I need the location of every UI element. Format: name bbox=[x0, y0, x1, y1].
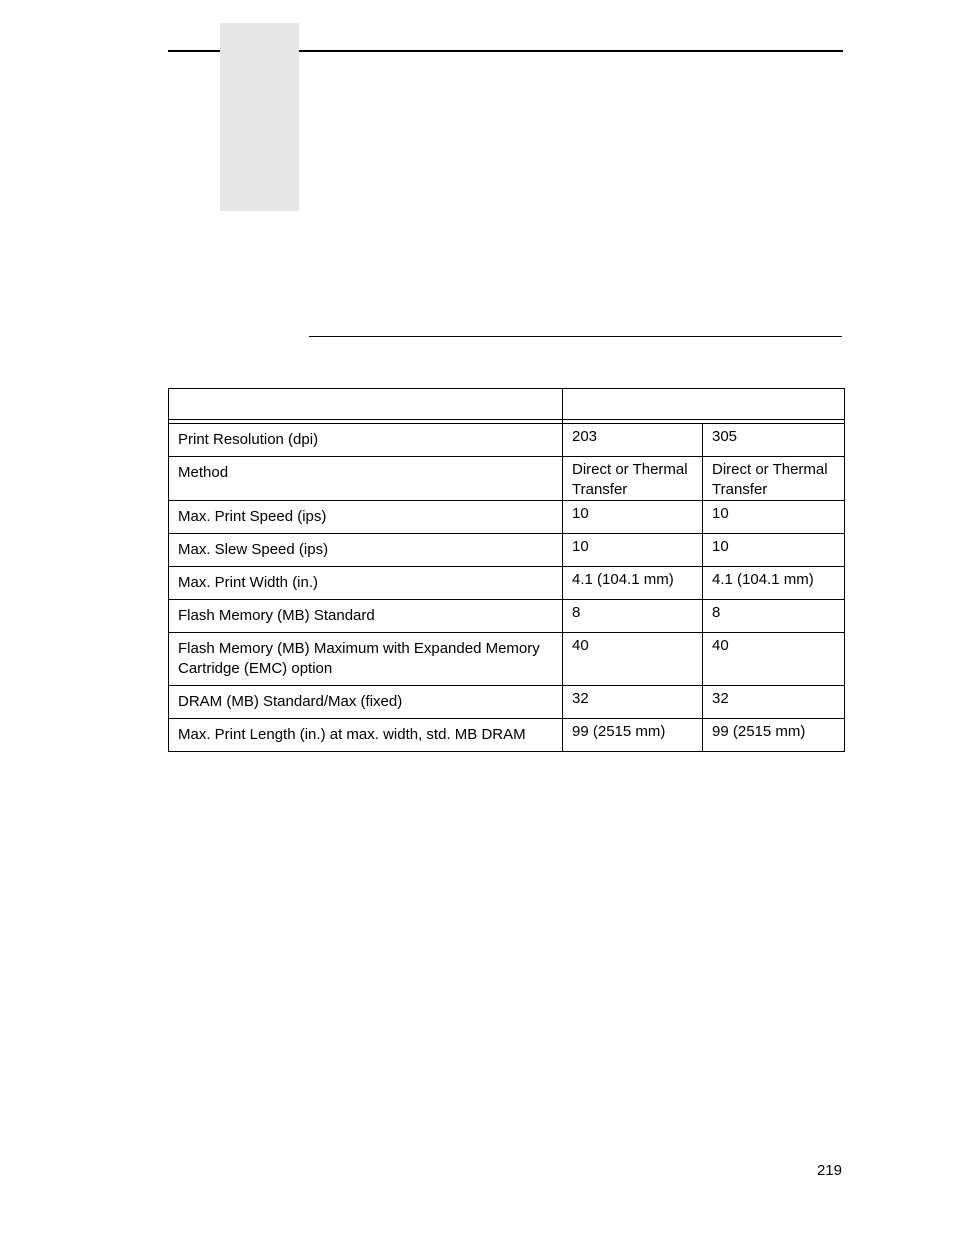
table-header-row bbox=[169, 389, 845, 420]
row-label: Max. Print Length (in.) at max. width, std. MB DRAM bbox=[169, 719, 563, 752]
row-value-305dpi: 99 (2515 mm) bbox=[703, 719, 845, 752]
row-value-305dpi: 4.1 (104.1 mm) bbox=[703, 567, 845, 600]
table-row bbox=[169, 424, 845, 457]
row-label: Flash Memory (MB) Standard bbox=[169, 600, 563, 633]
table-row bbox=[169, 719, 845, 752]
table-row bbox=[169, 501, 845, 534]
row-value-305dpi: 305 bbox=[703, 424, 845, 457]
row-value-203dpi: 32 bbox=[563, 686, 703, 719]
table-row bbox=[169, 567, 845, 600]
row-label: Max. Slew Speed (ips) bbox=[169, 534, 563, 567]
table-row bbox=[169, 633, 845, 686]
table-row bbox=[169, 686, 845, 719]
row-value-305dpi: 10 bbox=[703, 534, 845, 567]
row-value-305dpi: 8 bbox=[703, 600, 845, 633]
section-rule bbox=[309, 336, 842, 337]
row-value-203dpi: 8 bbox=[563, 600, 703, 633]
specifications-table bbox=[168, 388, 845, 752]
header-cell-feature bbox=[169, 389, 563, 420]
row-label: DRAM (MB) Standard/Max (fixed) bbox=[169, 686, 563, 719]
row-value-203dpi: 4.1 (104.1 mm) bbox=[563, 567, 703, 600]
row-value-305dpi: Direct or Thermal Transfer bbox=[703, 457, 845, 501]
row-value-203dpi: 203 bbox=[563, 424, 703, 457]
row-label: Flash Memory (MB) Maximum with Expanded Memory Cartridge (EMC) option bbox=[169, 633, 563, 686]
row-value-203dpi: 10 bbox=[563, 534, 703, 567]
table-row bbox=[169, 600, 845, 633]
row-value-305dpi: 40 bbox=[703, 633, 845, 686]
header-cell-models bbox=[563, 389, 845, 420]
row-value-203dpi: 99 (2515 mm) bbox=[563, 719, 703, 752]
chapter-tab bbox=[220, 23, 299, 211]
row-label: Print Resolution (dpi) bbox=[169, 424, 563, 457]
row-label: Max. Print Speed (ips) bbox=[169, 501, 563, 534]
table-row bbox=[169, 534, 845, 567]
page-number: 219 bbox=[816, 1162, 842, 1179]
header-rule-left bbox=[168, 50, 220, 52]
row-value-203dpi: Direct or Thermal Transfer bbox=[563, 457, 703, 501]
row-label: Max. Print Width (in.) bbox=[169, 567, 563, 600]
table-row bbox=[169, 457, 845, 501]
row-value-305dpi: 10 bbox=[703, 501, 845, 534]
row-value-203dpi: 10 bbox=[563, 501, 703, 534]
header-rule-right bbox=[299, 50, 843, 52]
row-value-305dpi: 32 bbox=[703, 686, 845, 719]
row-value-203dpi: 40 bbox=[563, 633, 703, 686]
row-label: Method bbox=[169, 457, 563, 501]
